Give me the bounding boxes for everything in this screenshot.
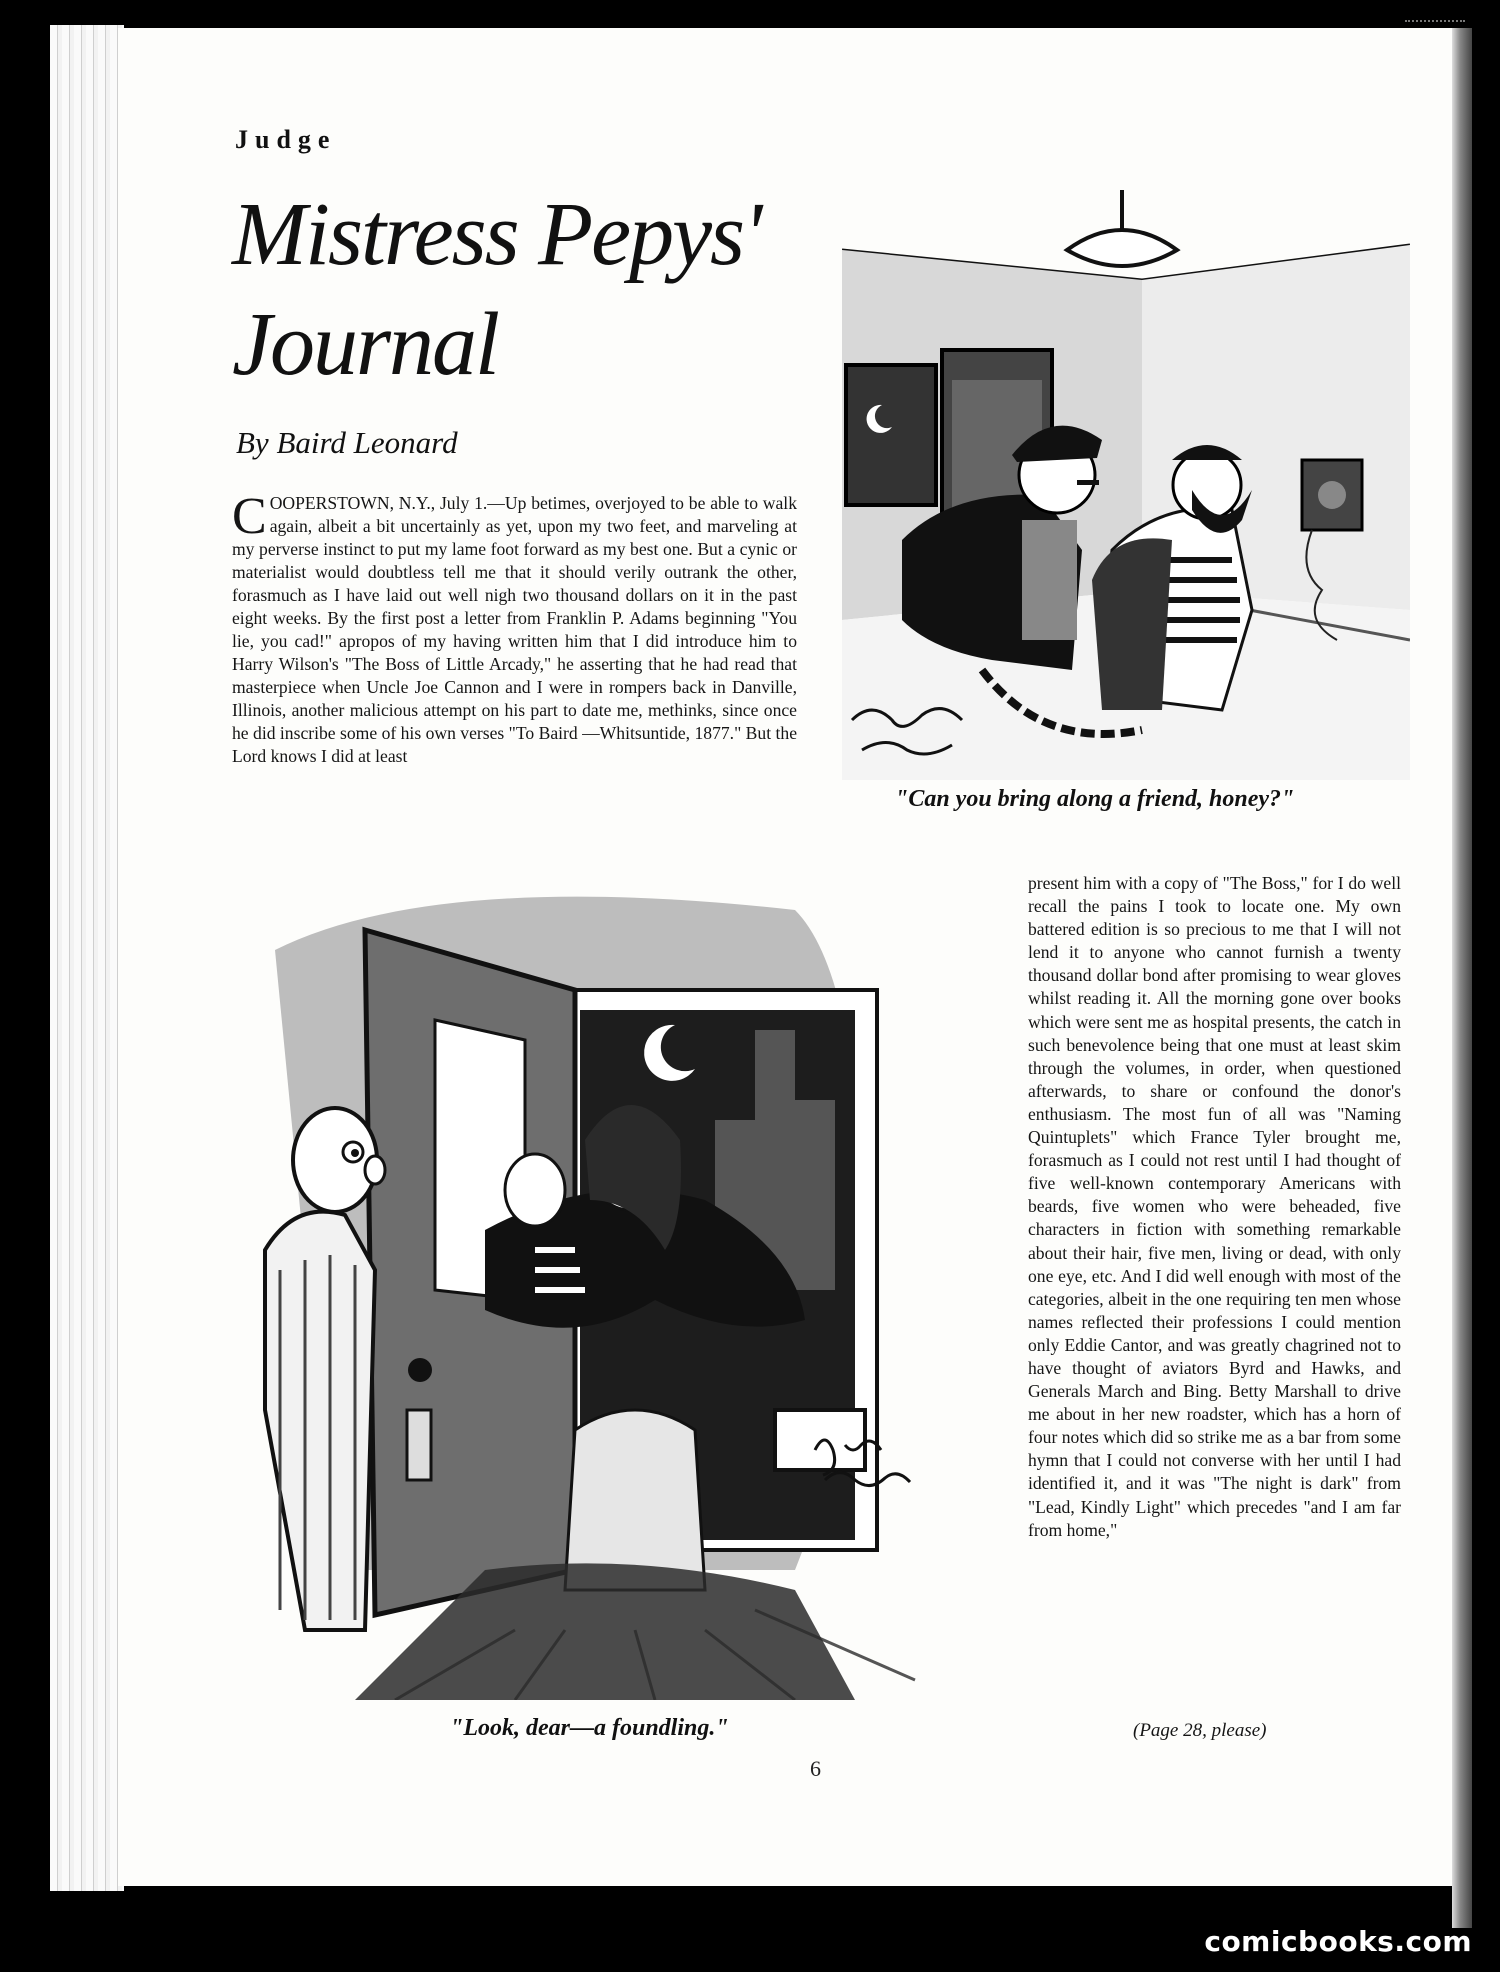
- cartoon-policeman-illustration: [842, 190, 1410, 780]
- article-column-left: [232, 488, 797, 768]
- article-column-right: present him with a copy of "The Boss," for I do well recall the pains I took to locate one. My own battered edition is so precious to me that I will not lend it to anyone who cannot furnish a twenty thousand dollar bond after promising to wear gloves whilst reading it. All the morning gone over books which were sent me as hospital presents, the catch in such benevolence being that one must at least skim through the volumes, in order, when questioned afterwards, to share or confound the donor's enthusiasm. The most fun of all was "Naming Quintuplets" which France Tyler brought me, forasmuch as I could not rest until I had thought of five well-known contemporary Americans with beards, five women who were beheaded, five characters in fiction with something remarkable about their hair, five men, living or dead, with only one eye, etc. And I did well enough with most of the categories, albeit in the one requiring ten men whose names reflected their professions I could mention only Eddie Cantor, and was greatly chagrined not to have thought of aviators Byrd and Hawks, and Generals March and Bing. Betty Marshall to drive me about in her new roadster, which has a horn of four notes which did so strike me as a bar from some hymn that I could not converse with her until I had identified it, and it was "The night is dark" from "Lead, Kindly Light" which precedes "and I am far from home,": [1028, 873, 1401, 1540]
- page-number: 6: [810, 1756, 821, 1781]
- facing-page-edge: [1452, 28, 1472, 1928]
- site-watermark: comicbooks.com: [1204, 1925, 1472, 1958]
- continued-notice: (Page 28, please): [1133, 1720, 1267, 1741]
- article-title: Mistress Pepys' Journal: [232, 185, 761, 394]
- page-edge-stack: [50, 25, 124, 1891]
- cartoon-foundling-illustration: [235, 870, 1005, 1700]
- masthead: Judge: [235, 125, 337, 154]
- drop-cap: C: [232, 488, 267, 545]
- byline: By Baird Leonard: [236, 425, 458, 460]
- article-paragraph: OOPERSTOWN, N.Y., July 1.—Up betimes, overjoyed to be able to walk again, albeit a bit uncertainly as yet, upon my two feet, and marveling at my perverse instinct to put my lame foot forward as my best one. But a cynic or materialist would doubtless tell me that it should verily outrank the other, forasmuch as I have laid out well nigh two thousand dollars on it in the past eight weeks. By the first post a letter from Franklin P. Adams beginning "You lie, you cad!" apropos of my having written him that I did introduce him to Harry Wilson's "The Boss of Little Arcady," he asserting that he had read that masterpiece when Uncle Joe Cannon and I were in rompers back in Danville, Illinois, another malicious attempt on his part to date me, methinks, since once he did inscribe some of his own verses "To Baird —Whitsuntide, 1877." But the Lord knows I did at least: [232, 493, 797, 766]
- cartoon-caption: "Look, dear—a foundling.": [450, 1715, 729, 1741]
- cartoon-caption: "Can you bring along a friend, honey?": [895, 786, 1295, 812]
- binding-mark: [1405, 20, 1465, 34]
